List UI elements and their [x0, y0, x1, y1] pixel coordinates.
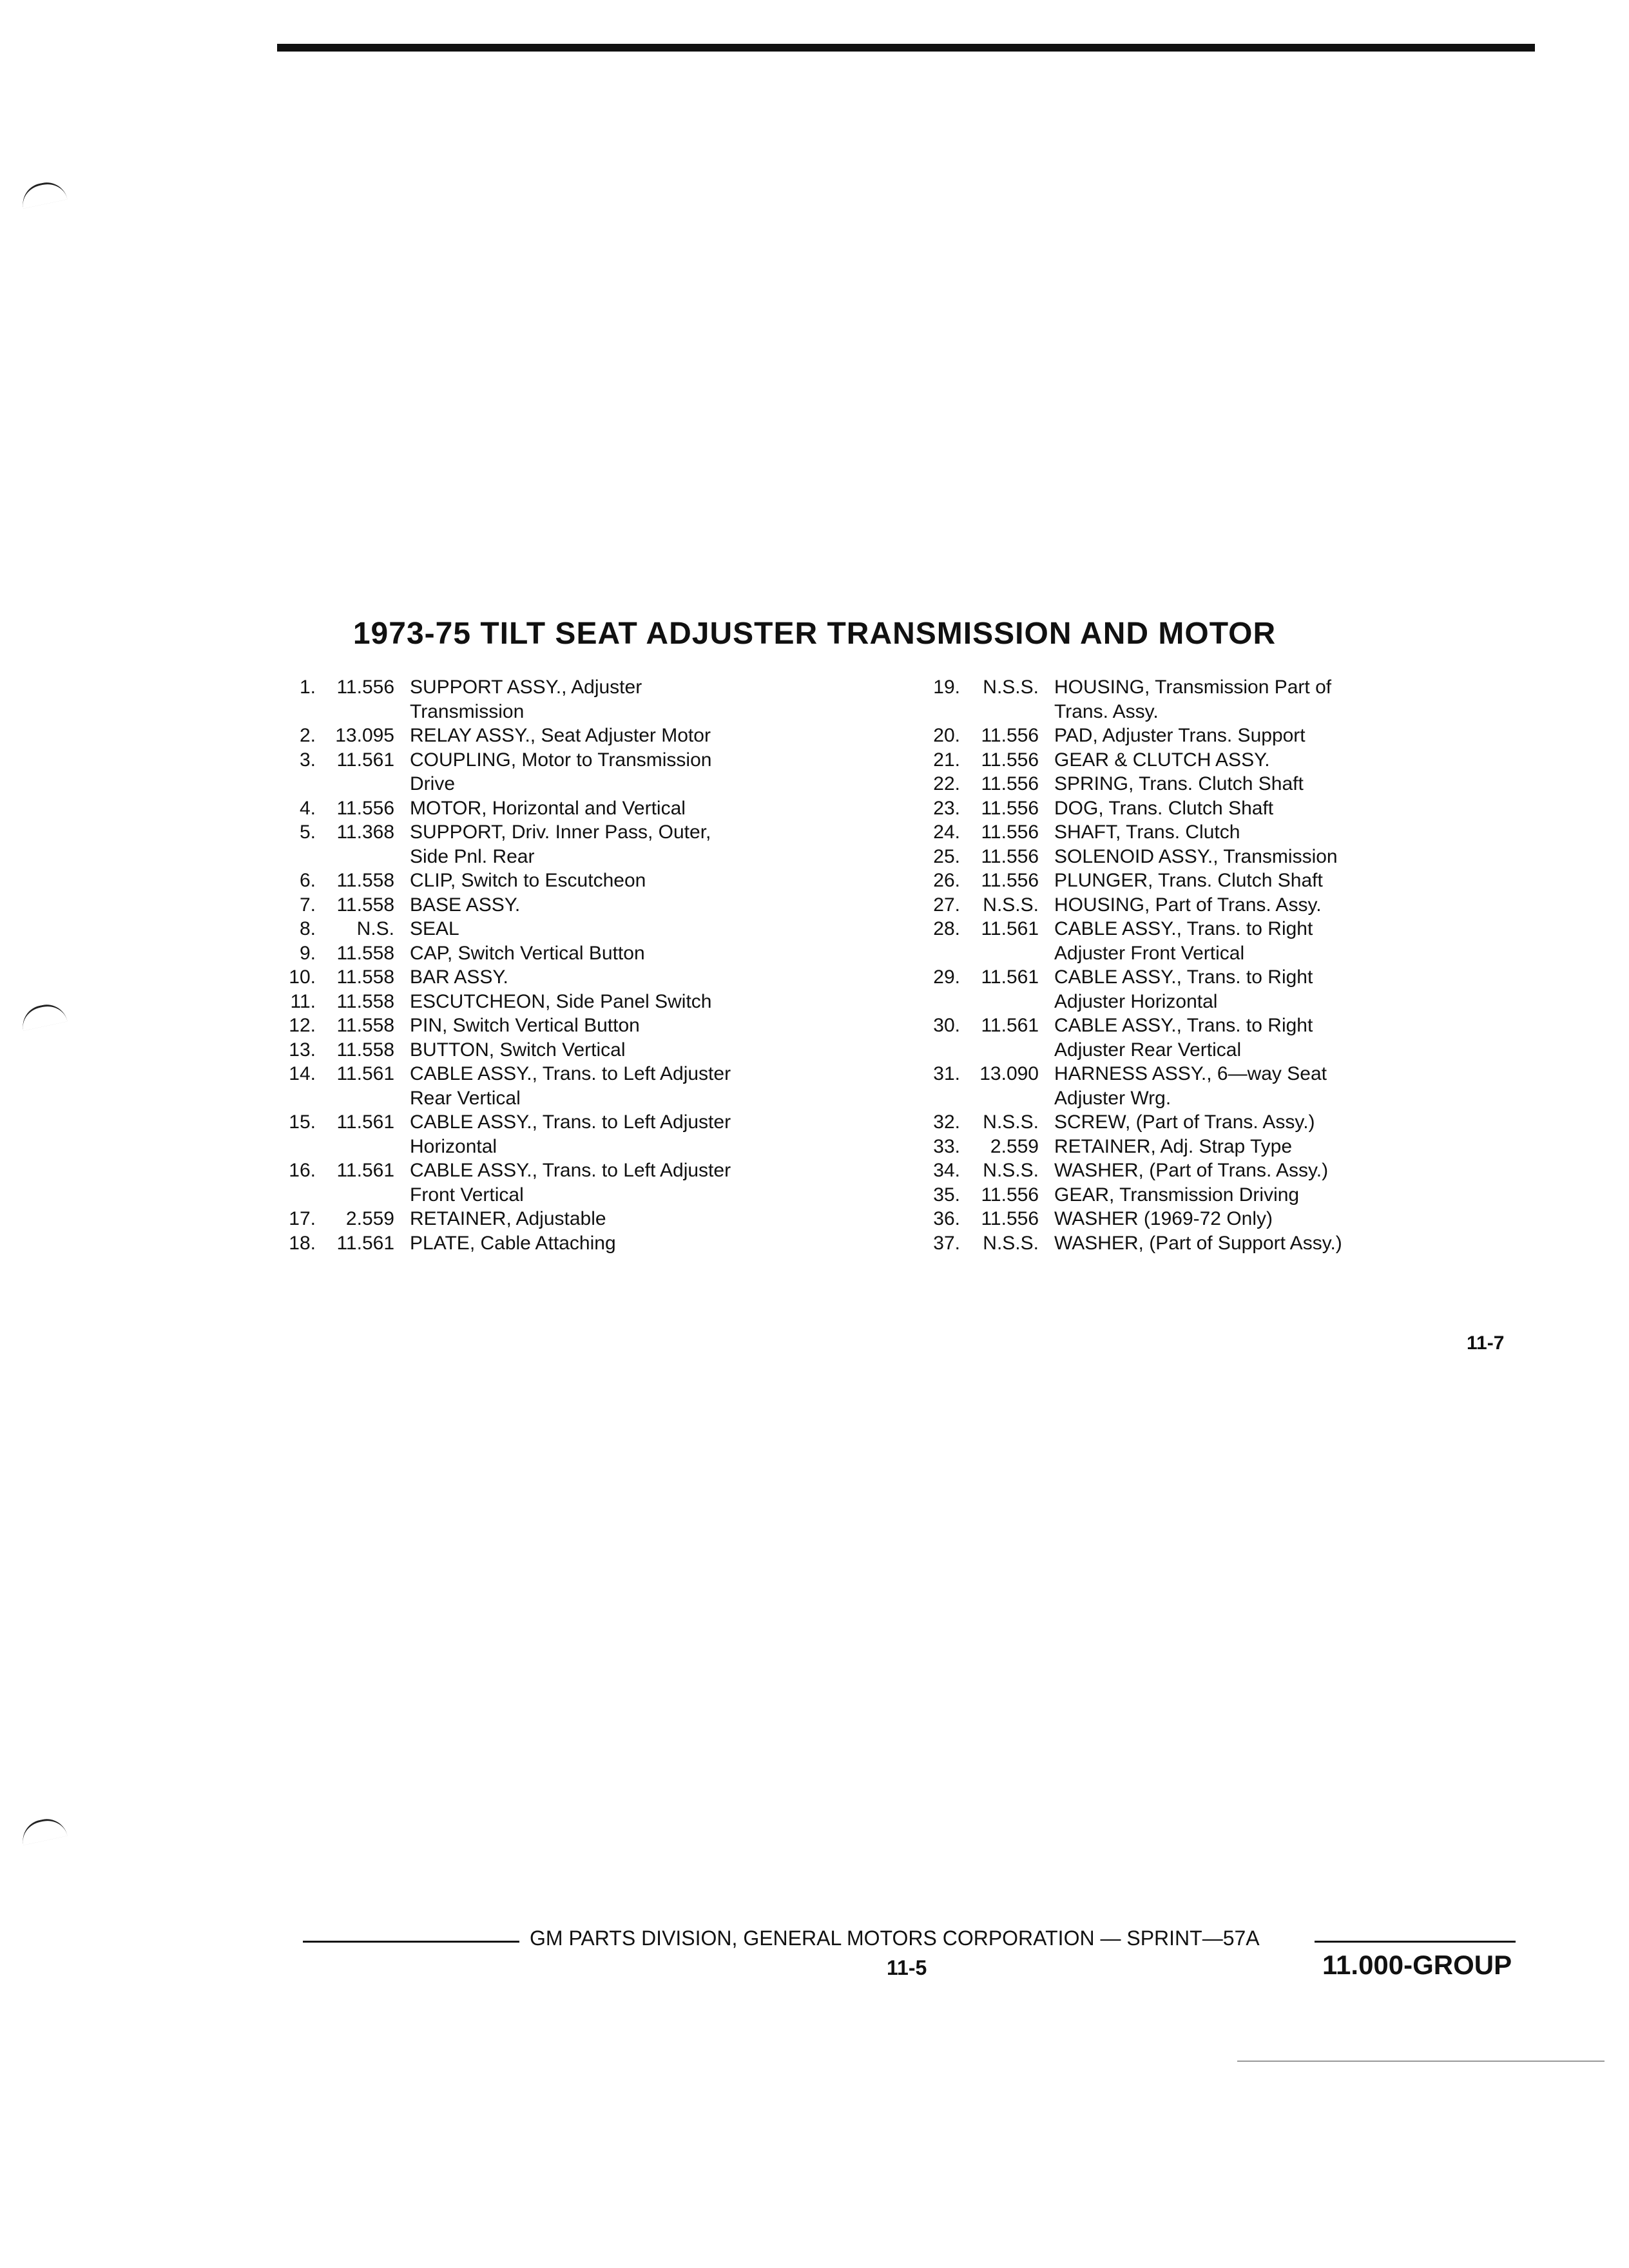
part-num: 12.: [289, 1015, 316, 1036]
part-code: 11.558: [336, 894, 394, 916]
parts-list-right: [915, 675, 1469, 1255]
part-num: 15.: [289, 1111, 316, 1133]
part-num: 1.: [299, 677, 316, 698]
part-code: 13.095: [335, 725, 394, 746]
part-row: [915, 820, 1469, 845]
footer-page-number: 11-5: [887, 1956, 927, 1979]
part-code: N.S.S.: [983, 677, 1039, 698]
binder-hole-mark: [19, 178, 67, 209]
part-code: 11.561: [336, 1111, 394, 1133]
part-code: N.S.S.: [983, 1111, 1039, 1133]
part-code: 11.556: [336, 677, 394, 698]
part-row: [915, 845, 1469, 869]
part-num: 13.: [289, 1039, 316, 1061]
binder-hole-mark: [19, 1815, 67, 1845]
part-code: 11.561: [981, 918, 1039, 939]
part-code: 11.561: [336, 1232, 394, 1254]
part-row: [915, 1207, 1469, 1231]
part-num: 11.: [290, 990, 316, 1012]
top-rule: [277, 44, 1535, 52]
part-code: N.S.S.: [983, 1160, 1039, 1181]
parts-list-left: [271, 675, 851, 1255]
part-desc: PLATE, Cable Attaching: [410, 1232, 616, 1254]
part-code: 11.558: [336, 1039, 394, 1061]
part-row: [915, 1110, 1469, 1135]
part-desc: SOLENOID ASSY., Transmission: [1054, 845, 1338, 867]
part-code: N.S.S.: [983, 894, 1039, 916]
part-code: 11.561: [336, 749, 394, 771]
part-num: 37.: [933, 1232, 960, 1254]
part-row: [271, 1110, 851, 1158]
part-num: 2.: [299, 725, 316, 746]
part-code: 11.561: [336, 1063, 394, 1084]
part-num: 31.: [933, 1063, 960, 1084]
part-desc: ESCUTCHEON, Side Panel Switch: [410, 990, 712, 1012]
part-row: [271, 796, 851, 821]
part-code: 11.558: [336, 1015, 394, 1036]
part-code: 11.561: [336, 1160, 394, 1181]
part-num: 23.: [933, 797, 960, 819]
part-num: 6.: [299, 870, 316, 891]
part-num: 20.: [933, 725, 960, 746]
part-row: [915, 748, 1469, 773]
part-num: 5.: [299, 822, 316, 843]
part-num: 32.: [933, 1111, 960, 1133]
part-row: [915, 796, 1469, 821]
part-desc: HOUSING, Part of Trans. Assy.: [1054, 894, 1322, 916]
part-num: 27.: [933, 894, 960, 916]
part-code: 11.556: [981, 725, 1039, 746]
part-desc: SHAFT, Trans. Clutch: [1054, 822, 1240, 843]
part-desc: BAR ASSY.: [410, 966, 508, 988]
part-desc: RETAINER, Adjustable: [410, 1208, 606, 1229]
part-desc: GEAR & CLUTCH ASSY.: [1054, 749, 1270, 771]
part-num: 22.: [933, 773, 960, 794]
part-row: [271, 1014, 851, 1038]
part-desc: MOTOR, Horizontal and Vertical: [410, 797, 686, 819]
part-row: [271, 1038, 851, 1062]
part-num: 34.: [933, 1160, 960, 1181]
footer-rule-right: [1315, 1941, 1516, 1943]
part-desc: SEAL: [410, 918, 459, 939]
part-desc: CABLE ASSY., Trans. to Right Adjuster Horizontal: [1054, 966, 1313, 1012]
part-row: [271, 869, 851, 893]
part-num: 3.: [299, 749, 316, 771]
part-row: [915, 1062, 1469, 1110]
part-num: 30.: [933, 1015, 960, 1036]
part-code: 13.090: [979, 1063, 1039, 1084]
part-desc: RELAY ASSY., Seat Adjuster Motor: [410, 725, 711, 746]
part-num: 28.: [933, 918, 960, 939]
footer-group: 11.000-GROUP: [1322, 1950, 1512, 1980]
part-num: 33.: [933, 1135, 960, 1157]
part-desc: DOG, Trans. Clutch Shaft: [1054, 797, 1274, 819]
part-num: 26.: [933, 870, 960, 891]
part-row: [915, 893, 1469, 918]
part-desc: BUTTON, Switch Vertical: [410, 1039, 626, 1061]
part-num: 4.: [299, 797, 316, 819]
page-title: 1973-75 TILT SEAT ADJUSTER TRANSMISSION AND MOTOR: [352, 617, 1277, 651]
part-desc: WASHER, (Part of Support Assy.): [1054, 1232, 1342, 1254]
part-row: [915, 869, 1469, 893]
part-code: 2.559: [990, 1135, 1039, 1157]
part-code: 11.368: [336, 822, 394, 843]
part-row: [915, 1158, 1469, 1183]
part-num: 17.: [289, 1208, 316, 1229]
part-row: [915, 772, 1469, 796]
part-row: [915, 1183, 1469, 1207]
part-desc: BASE ASSY.: [410, 894, 521, 916]
part-desc: WASHER (1969-72 Only): [1054, 1208, 1273, 1229]
part-row: [915, 1014, 1469, 1062]
part-num: 14.: [289, 1063, 316, 1084]
part-row: [271, 1231, 851, 1256]
footer-rule-left: [303, 1941, 519, 1943]
part-num: 21.: [933, 749, 960, 771]
part-desc: RETAINER, Adj. Strap Type: [1054, 1135, 1293, 1157]
part-desc: CAP, Switch Vertical Button: [410, 942, 645, 964]
part-code: N.S.: [356, 918, 394, 939]
part-num: 16.: [289, 1160, 316, 1181]
part-code: 11.561: [981, 1015, 1039, 1036]
part-code: N.S.S.: [983, 1232, 1039, 1254]
part-code: 11.556: [981, 1208, 1039, 1229]
part-desc: PAD, Adjuster Trans. Support: [1054, 725, 1306, 746]
part-row: [271, 917, 851, 941]
part-desc: PIN, Switch Vertical Button: [410, 1015, 640, 1036]
part-num: 25.: [933, 845, 960, 867]
part-row: [271, 990, 851, 1014]
part-desc: SPRING, Trans. Clutch Shaft: [1054, 773, 1304, 794]
part-row: [271, 1062, 851, 1110]
part-desc: PLUNGER, Trans. Clutch Shaft: [1054, 870, 1323, 891]
part-desc: WASHER, (Part of Trans. Assy.): [1054, 1160, 1329, 1181]
part-desc: CLIP, Switch to Escutcheon: [410, 870, 646, 891]
part-row: [271, 748, 851, 796]
part-row: [915, 1135, 1469, 1159]
part-desc: HOUSING, Transmission Part of Trans. Assy.: [1054, 677, 1332, 722]
part-code: 11.556: [981, 773, 1039, 794]
part-desc: CABLE ASSY., Trans. to Right Adjuster Rear Vertical: [1054, 1015, 1313, 1061]
page-corner-number: 11-7: [1467, 1332, 1505, 1354]
part-num: 10.: [289, 966, 316, 988]
part-desc: SCREW, (Part of Trans. Assy.): [1054, 1111, 1315, 1133]
part-num: 35.: [933, 1184, 960, 1206]
part-desc: CABLE ASSY., Trans. to Left Adjuster Horizontal: [410, 1111, 731, 1157]
part-code: 11.558: [336, 942, 394, 964]
part-code: 11.558: [336, 990, 394, 1012]
part-desc: CABLE ASSY., Trans. to Right Adjuster Front Vertical: [1054, 918, 1313, 964]
part-row: [271, 1158, 851, 1207]
part-code: 11.556: [981, 845, 1039, 867]
part-row: [271, 724, 851, 748]
part-num: 8.: [299, 918, 316, 939]
part-desc: CABLE ASSY., Trans. to Left Adjuster Front Vertical: [410, 1160, 731, 1206]
part-row: [915, 965, 1469, 1014]
part-num: 18.: [289, 1232, 316, 1254]
part-row: [271, 965, 851, 990]
part-desc: HARNESS ASSY., 6—way Seat Adjuster Wrg.: [1054, 1063, 1327, 1109]
part-code: 11.556: [981, 749, 1039, 771]
part-row: [271, 893, 851, 918]
footer-text: GM PARTS DIVISION, GENERAL MOTORS CORPORATION — SPRINT—57A: [530, 1927, 1260, 1950]
part-code: 11.558: [336, 966, 394, 988]
part-num: 19.: [933, 677, 960, 698]
part-desc: CABLE ASSY., Trans. to Left Adjuster Rear Vertical: [410, 1063, 731, 1109]
part-code: 11.556: [981, 797, 1039, 819]
part-code: 11.556: [981, 822, 1039, 843]
part-num: 36.: [933, 1208, 960, 1229]
part-row: [271, 941, 851, 966]
part-code: 2.559: [345, 1208, 394, 1229]
part-desc: GEAR, Transmission Driving: [1054, 1184, 1300, 1206]
part-row: [915, 917, 1469, 965]
part-row: [271, 675, 851, 724]
part-num: 7.: [299, 894, 316, 916]
part-row: [915, 1231, 1469, 1256]
part-code: 11.561: [981, 966, 1039, 988]
part-code: 11.556: [981, 870, 1039, 891]
part-num: 29.: [933, 966, 960, 988]
part-row: [915, 675, 1469, 724]
part-num: 9.: [299, 942, 316, 964]
part-desc: COUPLING, Motor to Transmission Drive: [410, 749, 712, 794]
part-row: [271, 1207, 851, 1231]
part-desc: SUPPORT, Driv. Inner Pass, Outer, Side Pnl. Rear: [410, 822, 711, 867]
part-code: 11.556: [336, 797, 394, 819]
part-row: [271, 820, 851, 869]
part-num: 24.: [933, 822, 960, 843]
bottom-rule: [1237, 2061, 1605, 2062]
part-code: 11.556: [981, 1184, 1039, 1206]
part-row: [915, 724, 1469, 748]
part-desc: SUPPORT ASSY., Adjuster Transmission: [410, 677, 642, 722]
part-code: 11.558: [336, 870, 394, 891]
binder-hole-mark: [19, 1001, 67, 1031]
